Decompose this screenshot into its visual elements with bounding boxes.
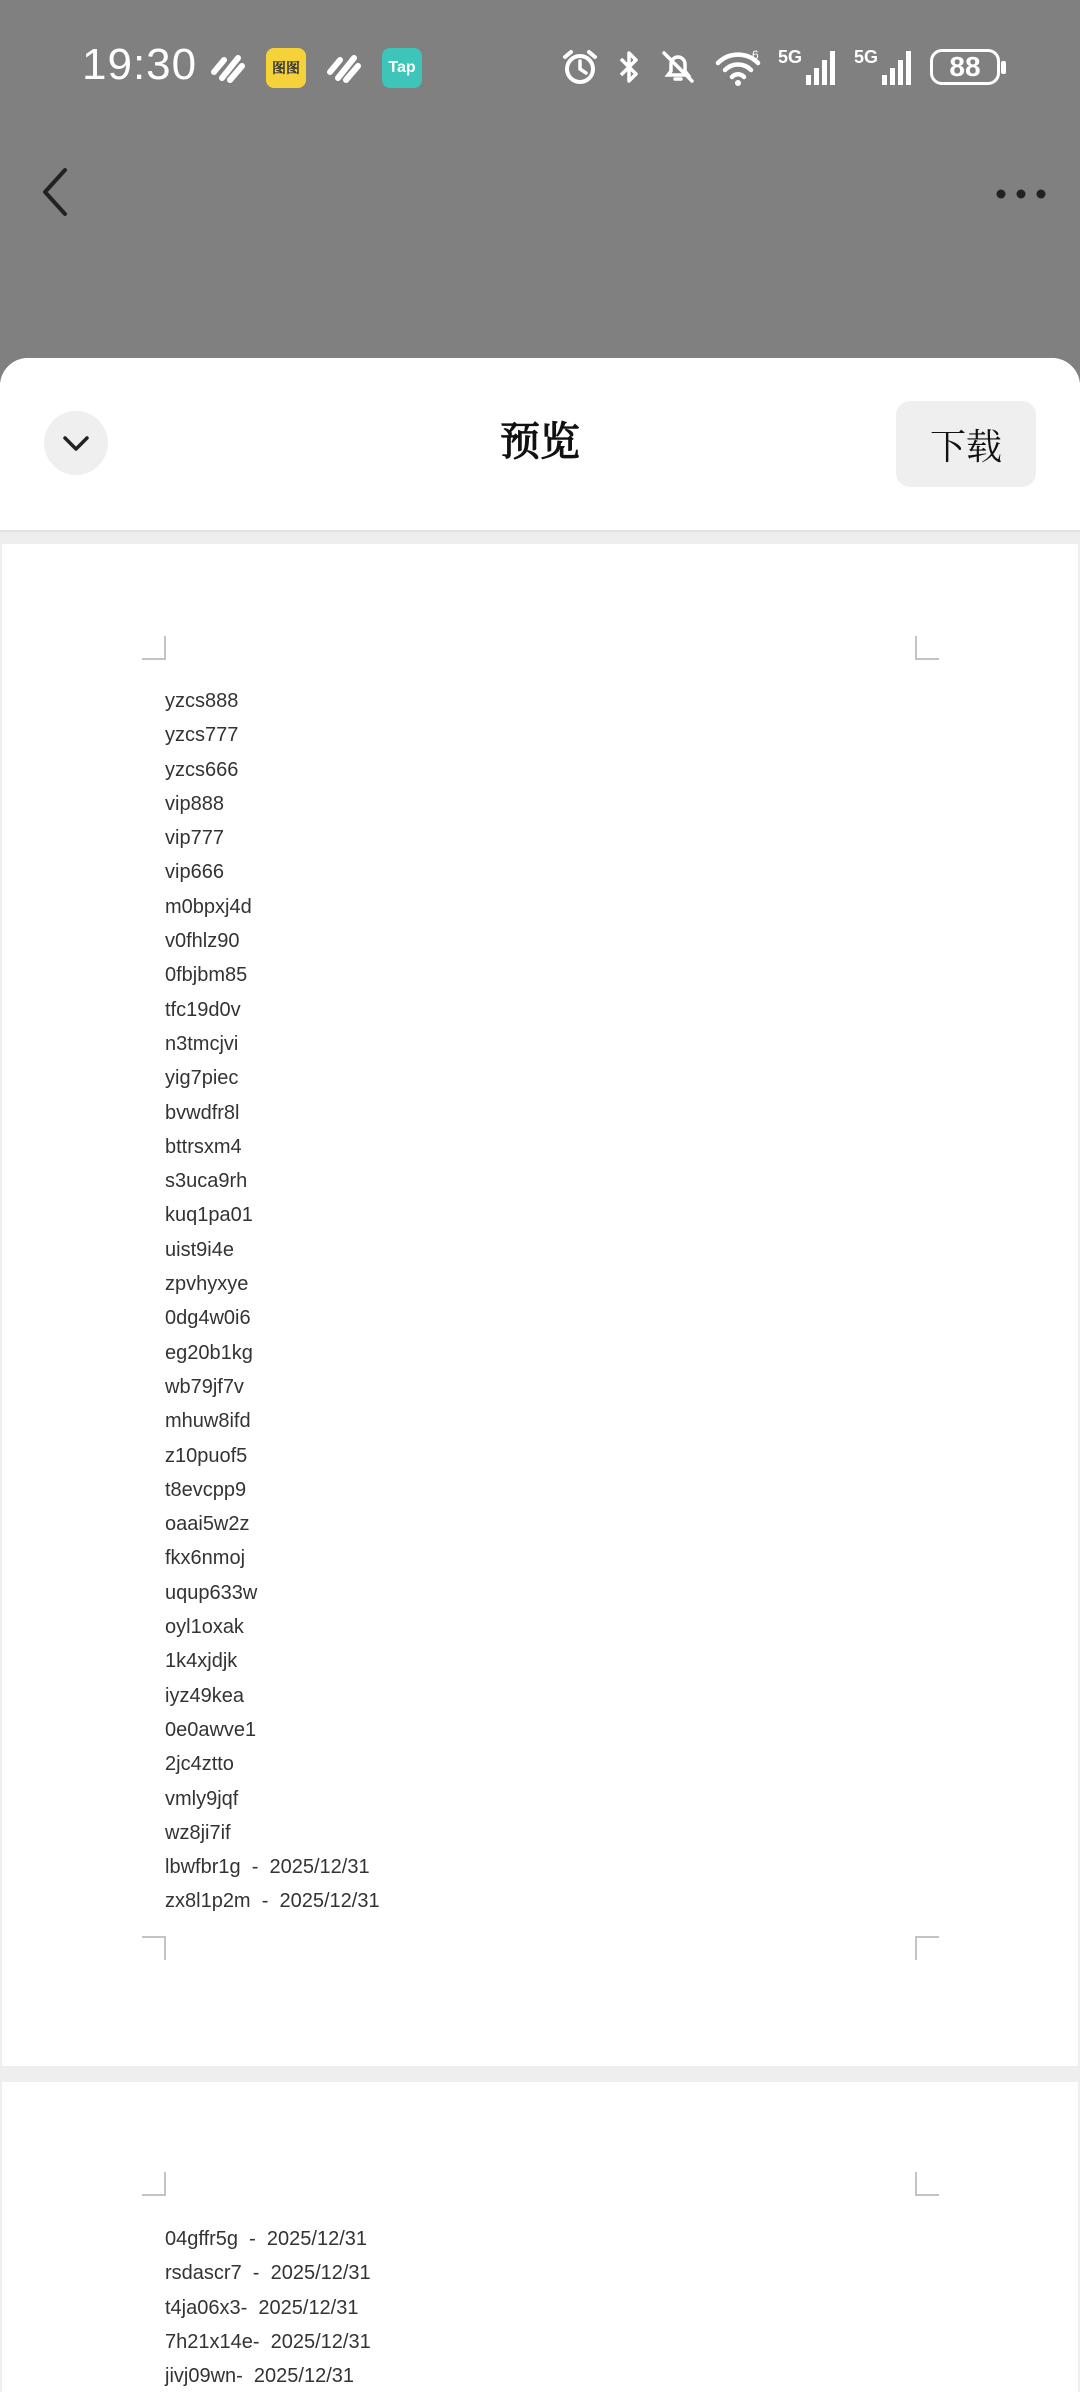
page-corner-mark bbox=[915, 2172, 939, 2196]
document-line: t8evcpp9 bbox=[165, 1478, 247, 1501]
document-line: oaai5w2z bbox=[165, 1513, 250, 1536]
document-line: fkx6nmoj bbox=[165, 1547, 246, 1570]
document-page-2[interactable] bbox=[2, 2082, 1078, 2392]
tap-app-icon-text: Tap bbox=[388, 59, 416, 76]
wave-icon bbox=[208, 48, 248, 88]
document-line: oyl1oxak bbox=[165, 1616, 244, 1639]
document-line: 7h21x14e- 2025/12/31 bbox=[165, 2330, 371, 2353]
preview-sheet bbox=[0, 358, 1080, 2392]
document-text-lines bbox=[165, 2222, 371, 2392]
cellular-signal-icon bbox=[778, 45, 840, 89]
notification-icons bbox=[208, 46, 422, 90]
document-line: uqup633w bbox=[165, 1581, 258, 1604]
page-corner-mark bbox=[915, 1936, 939, 1960]
sheet-header bbox=[0, 358, 1080, 532]
document-line: tfc19d0v bbox=[165, 998, 241, 1021]
document-line: bttrsxm4 bbox=[165, 1135, 242, 1158]
document-text-lines bbox=[165, 684, 380, 1919]
document-line: vmly9jqf bbox=[165, 1787, 239, 1810]
document-line: 0dg4w0i6 bbox=[165, 1307, 251, 1330]
chevron-left-icon bbox=[37, 164, 71, 220]
alarm-icon bbox=[560, 47, 600, 87]
document-line: yig7piec bbox=[165, 1067, 239, 1090]
bell-muted-icon bbox=[658, 47, 698, 87]
wave-icon bbox=[324, 48, 364, 88]
document-line: vip888 bbox=[165, 792, 224, 815]
page-corner-mark bbox=[142, 2172, 166, 2196]
signal-label: 5G bbox=[854, 47, 879, 67]
document-line: rsdascr7 - 2025/12/31 bbox=[165, 2262, 371, 2285]
more-horizontal-icon bbox=[994, 187, 1048, 201]
battery-level: 88 bbox=[949, 51, 981, 82]
download-button[interactable]: 下载 bbox=[896, 401, 1036, 487]
document-line: 1k4xjdjk bbox=[165, 1650, 238, 1673]
document-line: 0e0awve1 bbox=[165, 1718, 257, 1741]
document-line: jivj09wn- 2025/12/31 bbox=[165, 2365, 355, 2388]
document-line: m0bpxj4d bbox=[165, 895, 252, 918]
status-time: 19:30 bbox=[82, 40, 198, 89]
system-icons bbox=[560, 44, 1000, 90]
document-line: 0fbjbm85 bbox=[165, 964, 248, 987]
document-line: iyz49kea bbox=[165, 1684, 244, 1707]
battery-indicator bbox=[930, 49, 1000, 85]
cellular-signal-icon bbox=[854, 45, 916, 89]
wifi-icon bbox=[712, 45, 764, 89]
document-line: bvwdfr8l bbox=[165, 1101, 240, 1124]
document-line: vip666 bbox=[165, 861, 224, 884]
document-line: uist9i4e bbox=[165, 1238, 234, 1261]
more-options-button[interactable] bbox=[986, 166, 1056, 222]
signal-label: 5G bbox=[778, 47, 803, 67]
app-icon-yellow-text: 图图 bbox=[272, 60, 300, 76]
document-line: wb79jf7v bbox=[165, 1375, 244, 1398]
document-line: n3tmcjvi bbox=[165, 1032, 239, 1055]
document-line: 2jc4ztto bbox=[165, 1753, 234, 1776]
document-line: vip777 bbox=[165, 827, 224, 850]
document-line: t4ja06x3- 2025/12/31 bbox=[165, 2296, 359, 2319]
document-line: yzcs888 bbox=[165, 690, 239, 712]
status-bar bbox=[0, 0, 1080, 136]
document-line: v0fhlz90 bbox=[165, 930, 240, 953]
document-line: 04gffr5g - 2025/12/31 bbox=[165, 2228, 368, 2250]
page-corner-mark bbox=[915, 636, 939, 660]
back-button[interactable] bbox=[24, 152, 84, 232]
document-line: yzcs777 bbox=[165, 724, 239, 747]
page-corner-mark bbox=[142, 1936, 166, 1960]
document-line: mhuw8ifd bbox=[165, 1410, 251, 1433]
document-line: eg20b1kg bbox=[165, 1341, 253, 1364]
app-icon-yellow bbox=[266, 48, 306, 88]
document-line: zpvhyxye bbox=[165, 1273, 249, 1296]
document-line: lbwfbr1g - 2025/12/31 bbox=[165, 1856, 370, 1879]
document-line: z10puof5 bbox=[165, 1444, 248, 1467]
document-line: zx8l1p2m - 2025/12/31 bbox=[165, 1890, 380, 1913]
bluetooth-icon bbox=[614, 47, 644, 87]
document-line: wz8ji7if bbox=[165, 1821, 231, 1844]
top-navigation bbox=[0, 136, 1080, 360]
sheet-title: 预览 bbox=[500, 420, 580, 464]
document-line: s3uca9rh bbox=[165, 1170, 248, 1193]
tap-app-icon bbox=[382, 48, 422, 88]
document-page-1[interactable] bbox=[2, 544, 1078, 2066]
document-line: kuq1pa01 bbox=[165, 1204, 253, 1227]
page-corner-mark bbox=[142, 636, 166, 660]
wifi-label: 6 bbox=[752, 48, 759, 62]
document-line: yzcs666 bbox=[165, 758, 239, 781]
